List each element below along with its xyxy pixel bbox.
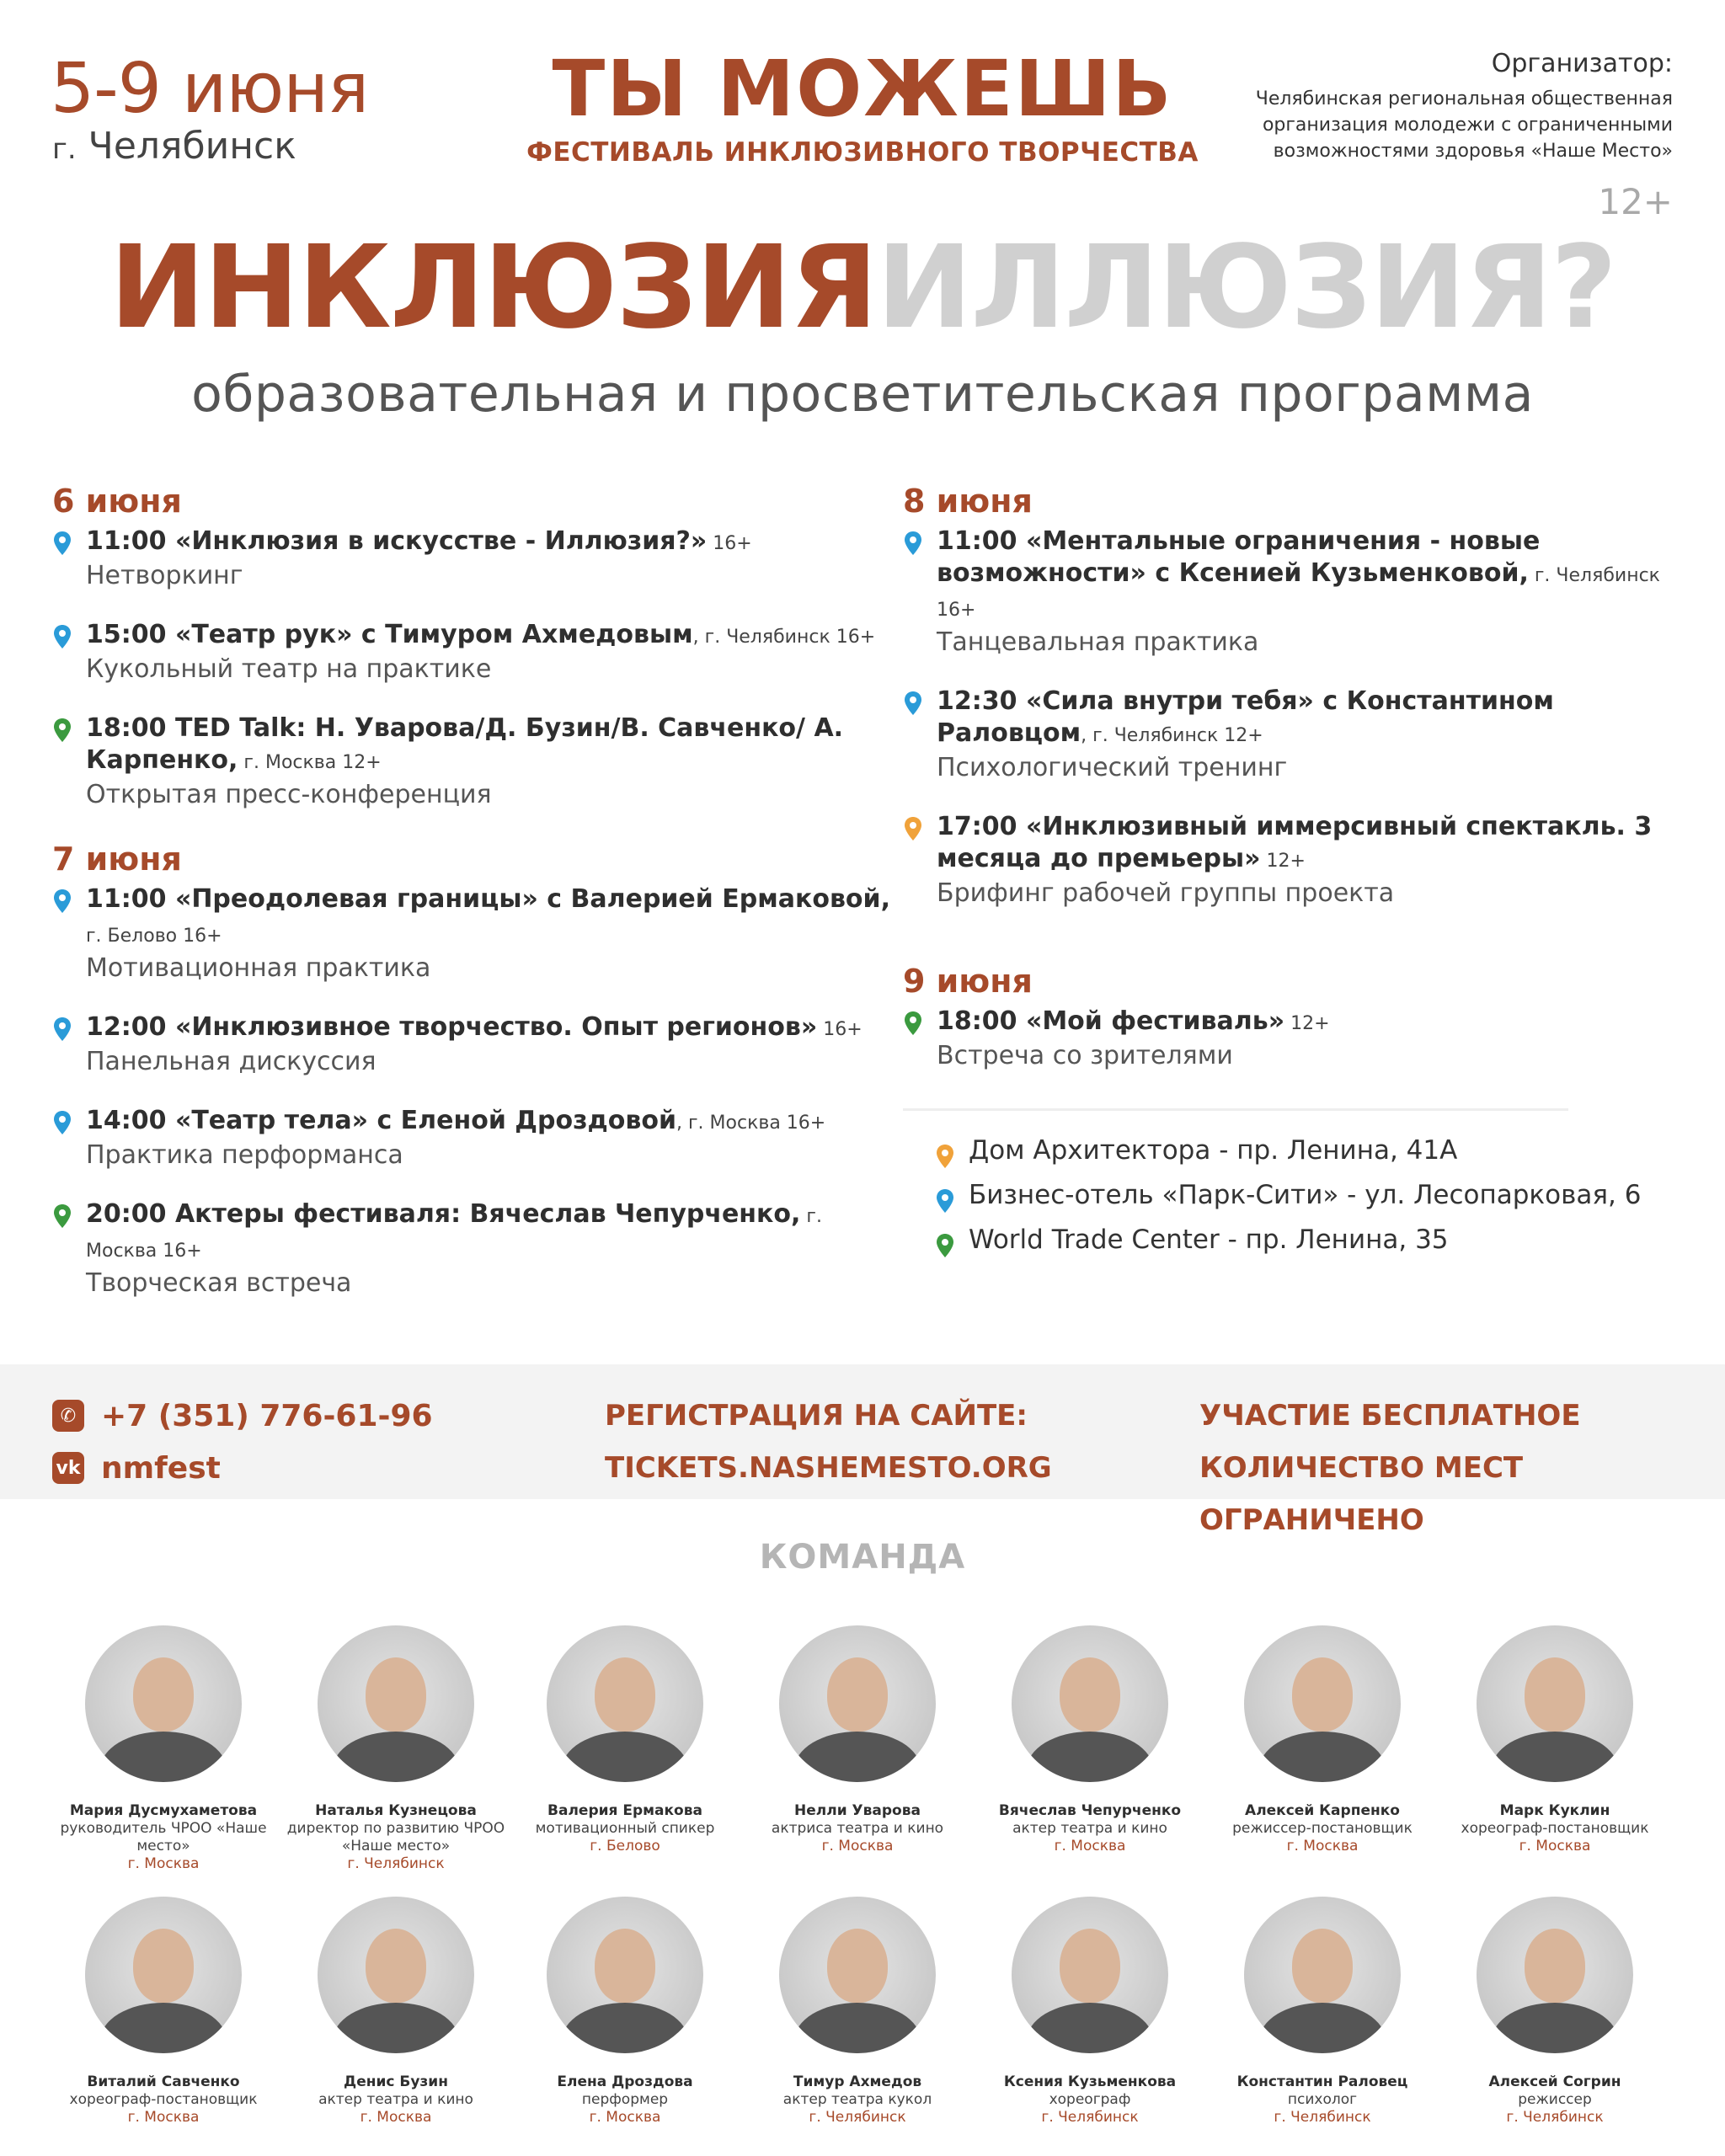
- day-block: [903, 480, 1695, 910]
- hero-title: [0, 221, 1725, 355]
- member-city: г. Москва: [127, 1855, 200, 1872]
- day-heading: 9 июня: [903, 963, 1033, 1000]
- phone-number[interactable]: +7 (351) 776-61-96: [101, 1398, 433, 1433]
- member-city: г. Москва: [1286, 1838, 1359, 1854]
- phone-icon: ✆: [52, 1400, 84, 1432]
- event-description: Панельная дискуссия: [86, 1047, 377, 1076]
- member-photo: [85, 1897, 242, 2053]
- location-pin-icon: [52, 889, 72, 914]
- age-rating: 12+: [1598, 181, 1673, 222]
- team-member: [741, 1625, 974, 1855]
- member-name: Денис Бузин: [344, 2073, 448, 2090]
- member-photo: [1244, 1897, 1401, 2053]
- member-role: директор по развитию ЧРОО «Наше место»: [286, 1820, 505, 1854]
- event-description: Встреча со зрителями: [937, 1041, 1233, 1070]
- member-photo: [85, 1625, 242, 1782]
- schedule-event: [903, 526, 1695, 659]
- registration-block: [605, 1390, 1052, 1494]
- event-description: Практика перформанса: [86, 1140, 403, 1170]
- team-member: [974, 1625, 1206, 1855]
- event-title-line: [86, 712, 895, 779]
- member-photo: [547, 1897, 703, 2053]
- member-name: Тимур Ахмедов: [793, 2073, 922, 2090]
- event-title: 18:00 «Мой фестиваль»: [937, 1006, 1285, 1036]
- event-meta: , г. Москва 16+: [676, 1113, 826, 1134]
- member-role: актер театра кукол: [782, 2091, 932, 2108]
- member-photo: [779, 1625, 936, 1782]
- hero-word-illusion: ИЛЛЮЗИЯ?: [876, 221, 1616, 355]
- member-name: Елена Дроздова: [557, 2073, 693, 2090]
- event-title-line: [937, 526, 1695, 627]
- event-title: 14:00 «Театр тела» с Еленой Дроздовой: [86, 1106, 676, 1135]
- member-name: Нелли Уварова: [794, 1802, 921, 1819]
- location-pin-icon: [52, 1017, 72, 1042]
- event-meta: г. Челябинск 16+: [937, 565, 1660, 621]
- city-prefix: г.: [52, 132, 77, 166]
- member-role: актер театра и кино: [1012, 1820, 1167, 1837]
- member-city: г. Москва: [1519, 1838, 1591, 1854]
- member-role: психолог: [1287, 2091, 1358, 2108]
- event-title-line: [937, 1006, 1695, 1040]
- event-description: Творческая встреча: [86, 1268, 352, 1298]
- location-pin-icon: [935, 1228, 955, 1253]
- team-member: [1439, 1625, 1671, 1855]
- day-heading: 8 июня: [903, 483, 1033, 520]
- event-description: Нетворкинг: [86, 561, 243, 590]
- schedule-event: [903, 811, 1695, 910]
- schedule-event: [903, 1006, 1695, 1072]
- team-title: КОМАНДА: [759, 1538, 966, 1577]
- team-member: [741, 1897, 974, 2127]
- member-role: актриса театра и кино: [771, 1820, 944, 1837]
- venue-list: [935, 1129, 1693, 1262]
- phone-row[interactable]: [52, 1390, 433, 1442]
- member-name: Константин Раловец: [1236, 2073, 1408, 2090]
- member-role: режиссер: [1518, 2091, 1592, 2108]
- location-pin-icon: [903, 816, 923, 841]
- location-pin-icon: [903, 531, 923, 556]
- schedule-event: [52, 883, 895, 985]
- member-city: г. Белово: [590, 1838, 660, 1854]
- event-title: 11:00 «Преодолевая границы» с Валерией Ермаковой,: [86, 884, 890, 914]
- event-title-line: [86, 1198, 895, 1267]
- event-title-line: [937, 811, 1695, 878]
- city-name: Челябинск: [88, 125, 296, 168]
- location-pin-icon: [52, 624, 72, 649]
- member-name: Виталий Савченко: [87, 2073, 240, 2090]
- event-description: Открытая пресс-конференция: [86, 780, 492, 809]
- event-description: Психологический тренинг: [937, 753, 1288, 782]
- member-photo: [1012, 1625, 1168, 1782]
- member-city: г. Москва: [821, 1838, 894, 1854]
- location-pin-icon: [935, 1139, 955, 1164]
- team-member: [47, 1897, 280, 2127]
- event-title: 12:30 «Сила внутри тебя» с Константином Раловцом: [937, 686, 1554, 748]
- event-description: Мотивационная практика: [86, 953, 431, 983]
- contact-block: [52, 1390, 433, 1494]
- team-member: [47, 1625, 280, 1873]
- event-meta: 16+: [817, 1019, 862, 1040]
- schedule-event: [52, 1198, 895, 1299]
- member-role: актер театра и кино: [318, 2091, 473, 2108]
- location-pin-icon: [52, 1110, 72, 1135]
- free-participation-block: [1199, 1390, 1725, 1537]
- member-role: перформер: [581, 2091, 669, 2108]
- team-member: [509, 1897, 741, 2127]
- member-role: хореограф-постановщик: [69, 2091, 258, 2108]
- member-role: хореограф-постановщик: [1461, 1820, 1649, 1837]
- member-photo: [318, 1625, 474, 1782]
- event-meta: , г. Челябинск 16+: [692, 627, 876, 648]
- event-description: Кукольный театр на практике: [86, 654, 492, 684]
- event-title-line: [86, 619, 895, 654]
- location-pin-icon: [52, 1203, 72, 1229]
- member-city: г. Челябинск: [1506, 2109, 1604, 2126]
- event-description: Танцевальная практика: [937, 627, 1259, 657]
- member-photo: [1012, 1897, 1168, 2053]
- event-title: 15:00 «Театр рук» с Тимуром Ахмедовым: [86, 620, 693, 649]
- team-member: [1439, 1897, 1671, 2127]
- day-heading: 7 июня: [52, 841, 182, 878]
- team-member: [280, 1625, 512, 1873]
- event-meta: , г. Челябинск 12+: [1081, 725, 1263, 746]
- schedule-event: [52, 1011, 895, 1078]
- schedule-event: [52, 1105, 895, 1171]
- event-title-line: [86, 526, 895, 560]
- event-meta: г. Белово 16+: [86, 926, 222, 947]
- schedule-event: [52, 619, 895, 686]
- member-city: г. Челябинск: [1274, 2109, 1371, 2126]
- member-role: руководитель ЧРОО «Наше место»: [60, 1820, 267, 1854]
- hero-word-inclusion: ИНКЛЮЗИЯ: [109, 221, 877, 355]
- event-meta: 12+: [1284, 1013, 1330, 1034]
- event-title-line: [86, 883, 895, 953]
- registration-label: РЕГИСТРАЦИЯ НА САЙТЕ:: [605, 1399, 1028, 1433]
- event-title: 20:00 Актеры фестиваля: Вячеслав Чепурченко,: [86, 1199, 801, 1229]
- team-member: [1206, 1625, 1439, 1855]
- member-role: мотивационный спикер: [535, 1820, 715, 1837]
- member-city: г. Челябинск: [1041, 2109, 1139, 2126]
- member-photo: [779, 1897, 936, 2053]
- venue-item: [935, 1218, 1693, 1262]
- member-name: Вячеслав Чепурченко: [998, 1802, 1182, 1819]
- location-pin-icon: [52, 718, 72, 743]
- organizer-text: Челябинская региональная общественная организация молодежи с ограниченными возможностями здоровья «Наше Место»: [1255, 88, 1673, 162]
- member-name: Мария Дусмухаметова: [69, 1802, 258, 1819]
- team-member: [280, 1897, 512, 2127]
- team-member: [509, 1625, 741, 1855]
- schedule-event: [903, 686, 1695, 784]
- festival-title: ТЫ МОЖЕШЬ: [552, 44, 1173, 134]
- member-city: г. Москва: [127, 2109, 200, 2126]
- venue-text: World Trade Center - пр. Ленина, 35: [969, 1225, 1449, 1255]
- member-name: Алексей Согрин: [1488, 2073, 1621, 2090]
- member-city: г. Москва: [589, 2109, 661, 2126]
- vk-handle[interactable]: nmfest: [101, 1450, 221, 1486]
- member-role: хореограф: [1049, 2091, 1131, 2108]
- organizer-label: Организатор:: [1491, 49, 1673, 78]
- member-city: г. Челябинск: [809, 2109, 906, 2126]
- team-member: [1206, 1897, 1439, 2127]
- event-meta: 12+: [1260, 851, 1306, 872]
- location-pin-icon: [903, 1011, 923, 1036]
- location-pin-icon: [903, 691, 923, 716]
- schedule-event: [52, 526, 895, 592]
- schedule-left-column: [52, 480, 895, 1326]
- registration-site-link[interactable]: TICKETS.NASHEMESTO.ORG: [605, 1451, 1052, 1485]
- member-photo: [1244, 1625, 1401, 1782]
- member-photo: [1477, 1897, 1633, 2053]
- day-block: [52, 838, 895, 1299]
- member-name: Валерия Ермакова: [547, 1802, 702, 1819]
- venue-text: Дом Архитектора - пр. Ленина, 41А: [969, 1135, 1458, 1166]
- member-name: Наталья Кузнецова: [315, 1802, 477, 1819]
- member-city: г. Челябинск: [347, 1855, 445, 1872]
- venue-item: [935, 1129, 1693, 1173]
- festival-dates: 5-9 июня: [51, 49, 369, 129]
- member-name: Ксения Кузьменкова: [1003, 2073, 1177, 2090]
- event-meta: 16+: [707, 533, 752, 554]
- schedule-event: [52, 712, 895, 811]
- member-city: г. Москва: [360, 2109, 432, 2126]
- event-description: Брифинг рабочей группы проекта: [937, 878, 1395, 908]
- member-city: г. Москва: [1054, 1838, 1126, 1854]
- member-photo: [547, 1625, 703, 1782]
- venue-divider: [903, 1108, 1568, 1111]
- event-title-line: [937, 686, 1695, 752]
- event-title-line: [86, 1011, 895, 1046]
- limited-seats-text: КОЛИЧЕСТВО МЕСТ ОГРАНИЧЕНО: [1199, 1451, 1524, 1537]
- member-name: Марк Куклин: [1499, 1802, 1610, 1819]
- free-participation-text: УЧАСТИЕ БЕСПЛАТНОЕ: [1199, 1399, 1581, 1433]
- location-pin-icon: [52, 531, 72, 556]
- member-photo: [318, 1897, 474, 2053]
- event-title: 17:00 «Инклюзивный иммерсивный спектакль. 3 месяца до премьеры»: [937, 812, 1653, 873]
- venue-text: Бизнес-отель «Парк-Сити» - ул. Лесопарковая, 6: [969, 1180, 1642, 1210]
- event-meta: г. Москва 16+: [86, 1206, 822, 1262]
- vk-row[interactable]: [52, 1442, 433, 1494]
- festival-subtitle: ФЕСТИВАЛЬ ИНКЛЮЗИВНОГО ТВОРЧЕСТВА: [526, 137, 1199, 168]
- event-title: 12:00 «Инклюзивное творчество. Опыт регионов»: [86, 1012, 818, 1042]
- day-block: [52, 480, 895, 811]
- venue-item: [935, 1173, 1693, 1218]
- member-photo: [1477, 1625, 1633, 1782]
- day-heading: 6 июня: [52, 483, 182, 520]
- event-title-line: [86, 1105, 895, 1139]
- location-pin-icon: [935, 1183, 955, 1209]
- event-meta: г. Москва 12+: [238, 752, 382, 773]
- event-title: 11:00 «Ментальные ограничения - новые возможности» с Ксенией Кузьменковой,: [937, 526, 1541, 588]
- member-role: режиссер-постановщик: [1232, 1820, 1413, 1837]
- vk-icon: vk: [52, 1452, 84, 1484]
- event-title: 11:00 «Инклюзия в искусстве - Иллюзия?»: [86, 526, 708, 556]
- program-subtitle: образовательная и просветительская программа: [191, 365, 1534, 424]
- team-member: [974, 1897, 1206, 2127]
- member-name: Алексей Карпенко: [1245, 1802, 1400, 1819]
- day-block: [903, 960, 1695, 1072]
- event-title: 18:00 TED Talk: Н. Уварова/Д. Бузин/В. Савченко/ А. Карпенко,: [86, 713, 844, 775]
- schedule-right-column: [903, 480, 1695, 1099]
